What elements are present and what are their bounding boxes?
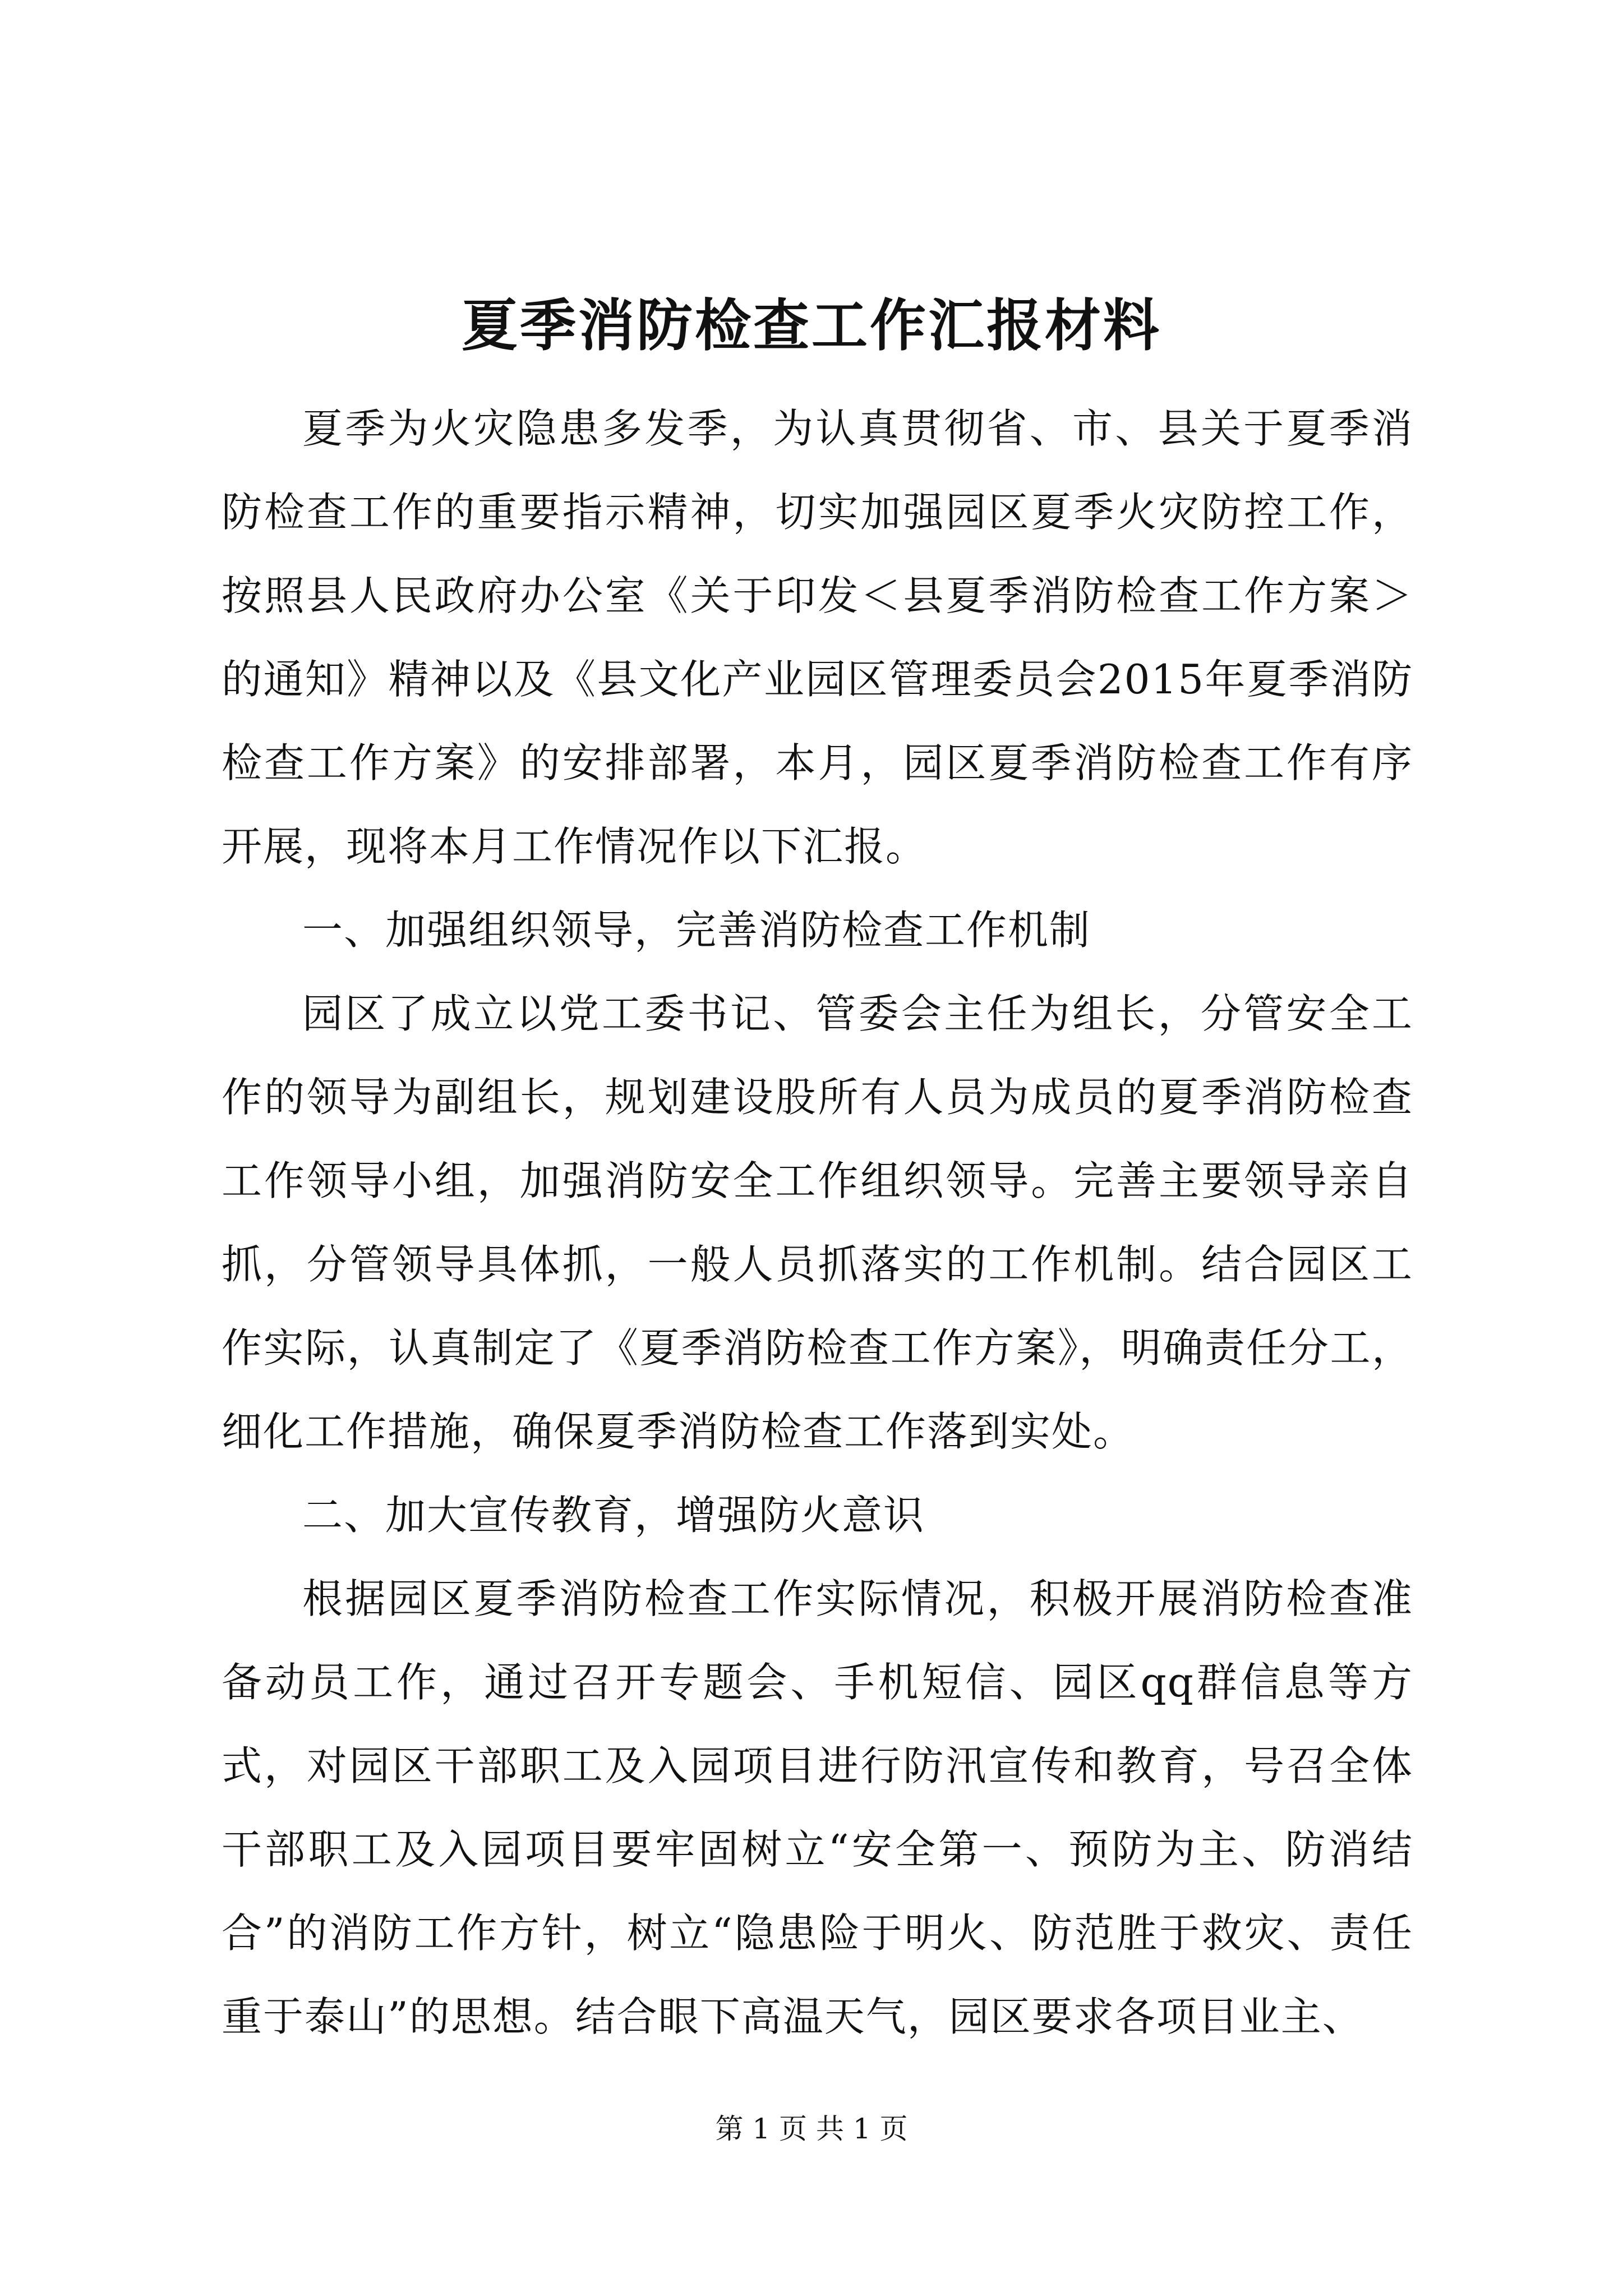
section-heading-1: 一、加强组织领导，完善消防检查工作机制	[302, 907, 1091, 954]
paragraph-section-2: 根据园区夏季消防检查工作实际情况，积极开展消防检查准备动员工作，通过召开专题会、手机短信、园区qq群信息等方式，对园区干部职工及入园项目进行防汛宣传和教育，号召全体干部职工及入园项目要牢固树立“安全第一、预防为主、防消结合”的消防工作方针，树立“隐患险于明火、防范胜于救灾、责任重于泰山”的思想。结合眼下高温天气，园区要求各项目业主、	[222, 1575, 1413, 2040]
paragraph-section-1: 园区了成立以党工委书记、管委会主任为组长，分管安全工作的领导为副组长，规划建设股所有人员为成员的夏季消防检查工作领导小组，加强消防安全工作组织领导。完善主要领导亲自抓，分管领导具体抓，一般人员抓落实的工作机制。结合园区工作实际，认真制定了《夏季消防检查工作方案》，明确责任分工，细化工作措施，确保夏季消防检查工作落到实处。	[222, 990, 1413, 1455]
document-body	[222, 387, 1413, 2059]
document-title: 夏季消防检查工作汇报材料	[462, 292, 1161, 358]
section-heading-2: 二、加大宣传教育，增强防火意识	[302, 1492, 925, 1539]
paragraph-intro: 夏季为火灾隐患多发季，为认真贯彻省、市、县关于夏季消防检查工作的重要指示精神，切实加强园区夏季火灾防控工作，按照县人民政府办公室《关于印发＜县夏季消防检查工作方案＞的通知》精神以及《县文化产业园区管理委员会2015年夏季消防检查工作方案》的安排部署，本月，园区夏季消防检查工作有序开展，现将本月工作情况作以下汇报。	[222, 405, 1413, 870]
page-footer	[0, 2106, 1623, 2151]
page-number-label: 第 1 页 共 1 页	[715, 2113, 908, 2145]
